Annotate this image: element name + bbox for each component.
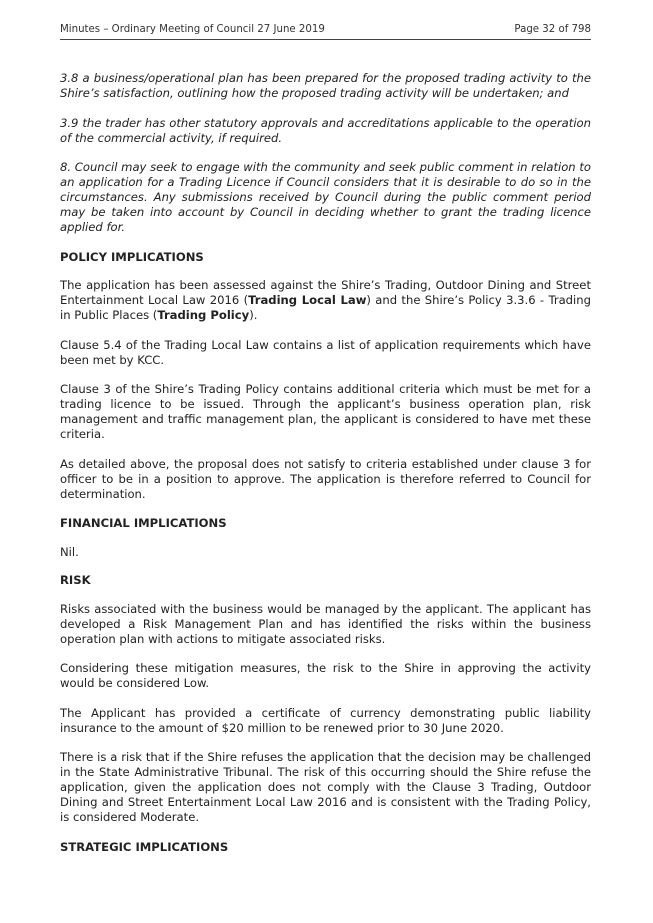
document-title: Minutes – Ordinary Meeting of Council 27 June 2019 — [60, 24, 325, 35]
document-body — [60, 71, 591, 868]
risk-paragraph-2: Considering these mitigation measures, the risk to the Shire in approving the activity would be considered Low. — [60, 661, 591, 690]
policy-paragraph-4: As detailed above, the proposal does not satisfy to criteria established under clause 3 for officer to be in a position to approve. The application is therefore referred to Council for determination. — [60, 456, 591, 501]
criterion-3-9: 3.9 the trader has other statutory approvals and accreditations applicable to the operation of the commercial activity, if required. — [60, 115, 591, 145]
page-header — [60, 24, 591, 40]
trading-local-law-term: Trading Local Law — [248, 293, 367, 307]
financial-implications-heading: FINANCIAL IMPLICATIONS — [60, 516, 227, 530]
risk-paragraph-1: Risks associated with the business would be managed by the applicant. The applicant has developed a Risk Management Plan and has identified the risks within the business operation plan with actions to mitigate associated risks. — [60, 601, 591, 646]
policy-paragraph-3: Clause 3 of the Shire’s Trading Policy contains additional criteria which must be met for a trading licence to be issued. Through the applicant’s business operation plan, risk management and traffic management plan, the applicant is considered to have met these criteria. — [60, 382, 591, 441]
criterion-3-8: 3.8 a business/operational plan has been prepared for the proposed trading activity to the Shire’s satisfaction, outlining how the proposed trading activity will be undertaken; and — [60, 71, 591, 100]
risk-paragraph-4: There is a risk that if the Shire refuses the application that the decision may be challenged in the State Administrative Tribunal. The risk of this occurring should the Shire refuse the application, given the application does not comply with the Clause 3 Trading, Outdoor Dining and Street Entertainment Local Law 2016 and is consistent with the Trading Policy, is considered Moderate. — [60, 750, 591, 824]
page-number: Page 32 of 798 — [514, 24, 591, 35]
policy-paragraph-1: The application has been assessed against the Shire’s Trading, Outdoor Dining and Street Entertainment Local Law 2016 (Trading Local Law) and the Shire’s Policy 3.3.6 - Trading in Public Places (Trading Policy). — [60, 278, 591, 322]
risk-paragraph-3: The Applicant has provided a certificate of currency demonstrating public liability insurance to the amount of $20 million to be renewed prior to 30 June 2020. — [60, 705, 591, 735]
policy-implications-heading: POLICY IMPLICATIONS — [60, 249, 204, 264]
policy-paragraph-2: Clause 5.4 of the Trading Local Law contains a list of application requirements which have been met by KCC. — [60, 337, 591, 367]
strategic-implications-heading: STRATEGIC IMPLICATIONS — [60, 839, 229, 854]
trading-policy-term: Trading Policy — [157, 308, 250, 322]
criterion-8: 8. Council may seek to engage with the community and seek public comment in relation to an application for a Trading Licence if Council considers that it is desirable to do so in the circumstances. Any submissions received by Council during the public comment period may be taken into account by Council in deciding whether to grant the trading licence applied for. — [60, 160, 591, 234]
financial-paragraph: Nil. — [60, 544, 79, 559]
risk-heading: RISK — [60, 573, 91, 587]
